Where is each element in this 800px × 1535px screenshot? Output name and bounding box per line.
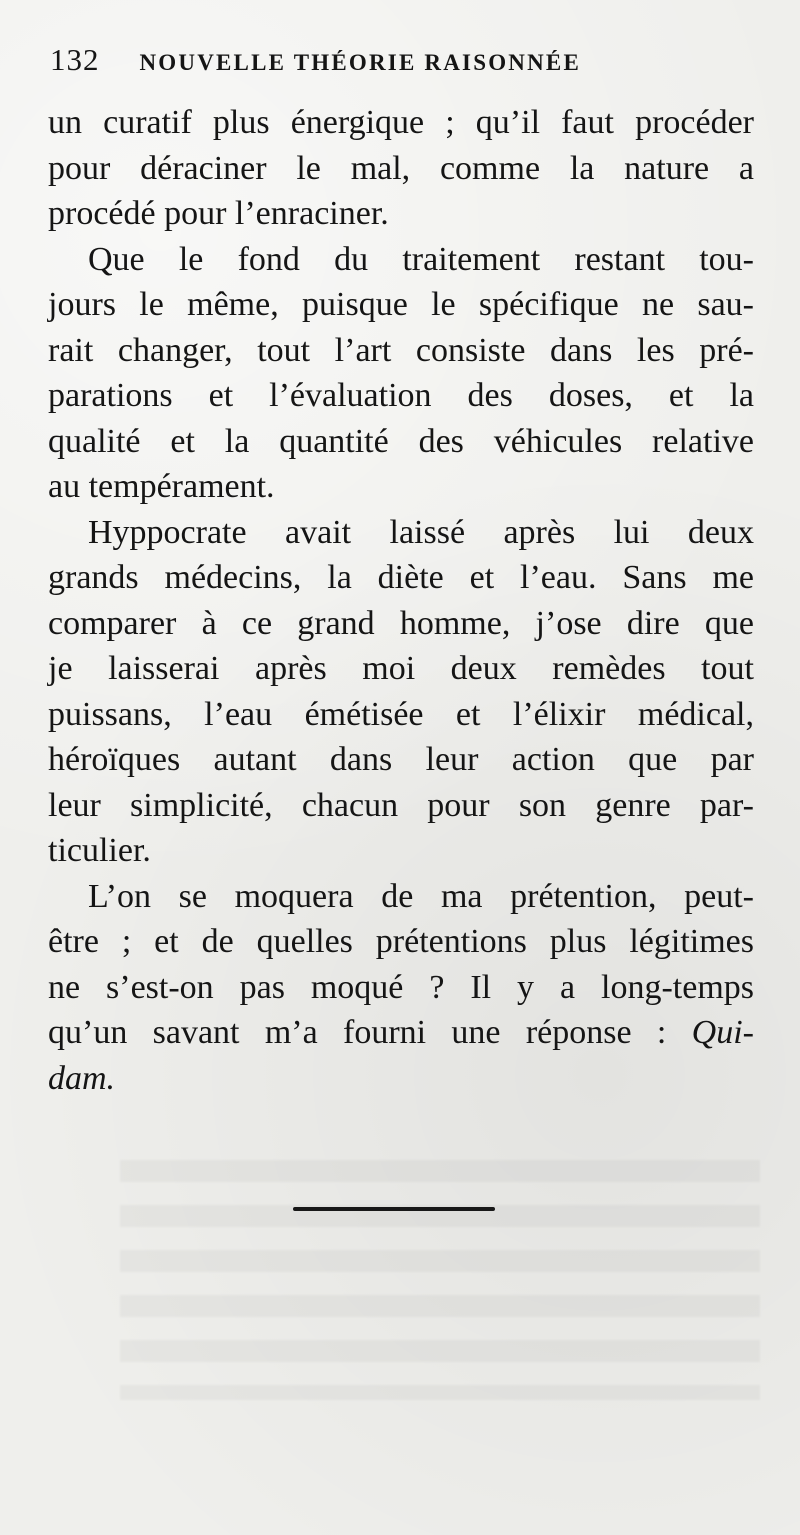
paragraph-1 — [48, 100, 754, 237]
text-segment: qu’un savant m’a fourni une réponse : — [48, 1014, 692, 1051]
text-line: comparer à ce grand homme, j’ose dire que — [48, 604, 754, 642]
page-number: 132 — [50, 42, 100, 77]
text-line: héroïques autant dans leur action que par — [48, 741, 754, 778]
text-line: puissans, l’eau émétisée et l’élixir médical, — [48, 695, 754, 733]
paragraph-4 — [48, 874, 754, 1102]
text-line: je laisserai après moi deux remèdes tout — [48, 650, 754, 687]
text-line: Que le fond du traitement restant tou- — [88, 240, 754, 278]
closing-rule — [293, 1207, 495, 1211]
text-line: rait changer, tout l’art consiste dans les pré- — [48, 331, 754, 369]
body-text — [48, 100, 754, 1101]
running-title: NOUVELLE THÉORIE RAISONNÉE — [139, 50, 581, 75]
text-line: un curatif plus énergique ; qu’il faut procéder — [48, 104, 754, 141]
text-line: grands médecins, la diète et l’eau. Sans me — [48, 559, 754, 596]
text-line: ticulier. — [48, 832, 151, 869]
text-line: parations et l’évaluation des doses, et la — [48, 377, 754, 414]
text-line: procédé pour l’enraciner. — [48, 195, 389, 232]
text-line: être ; et de quelles prétentions plus légitimes — [48, 923, 754, 960]
text-line: pour déraciner le mal, comme la nature a — [48, 149, 754, 187]
italic-text-segment: Qui- — [691, 1014, 754, 1051]
text-line: ne s’est-on pas moqué ? Il y a long-temps — [48, 968, 754, 1006]
paragraph-3 — [48, 510, 754, 874]
bleed-through-text — [120, 1160, 760, 1400]
text-line: leur simplicité, chacun pour son genre par- — [48, 786, 754, 824]
text-line: qualité et la quantité des véhicules relative — [48, 422, 754, 460]
text-line: jours le même, puisque le spécifique ne sau- — [48, 286, 754, 323]
text-line: Hyppocrate avait laissé après lui deux — [88, 513, 754, 551]
text-line: au tempérament. — [48, 468, 275, 505]
paragraph-2 — [48, 237, 754, 510]
text-line: L’on se moquera de ma prétention, peut- — [88, 877, 754, 915]
final-italic-line: dam. — [48, 1059, 116, 1097]
page-header — [50, 42, 750, 78]
text-line-with-italic — [48, 1010, 754, 1056]
